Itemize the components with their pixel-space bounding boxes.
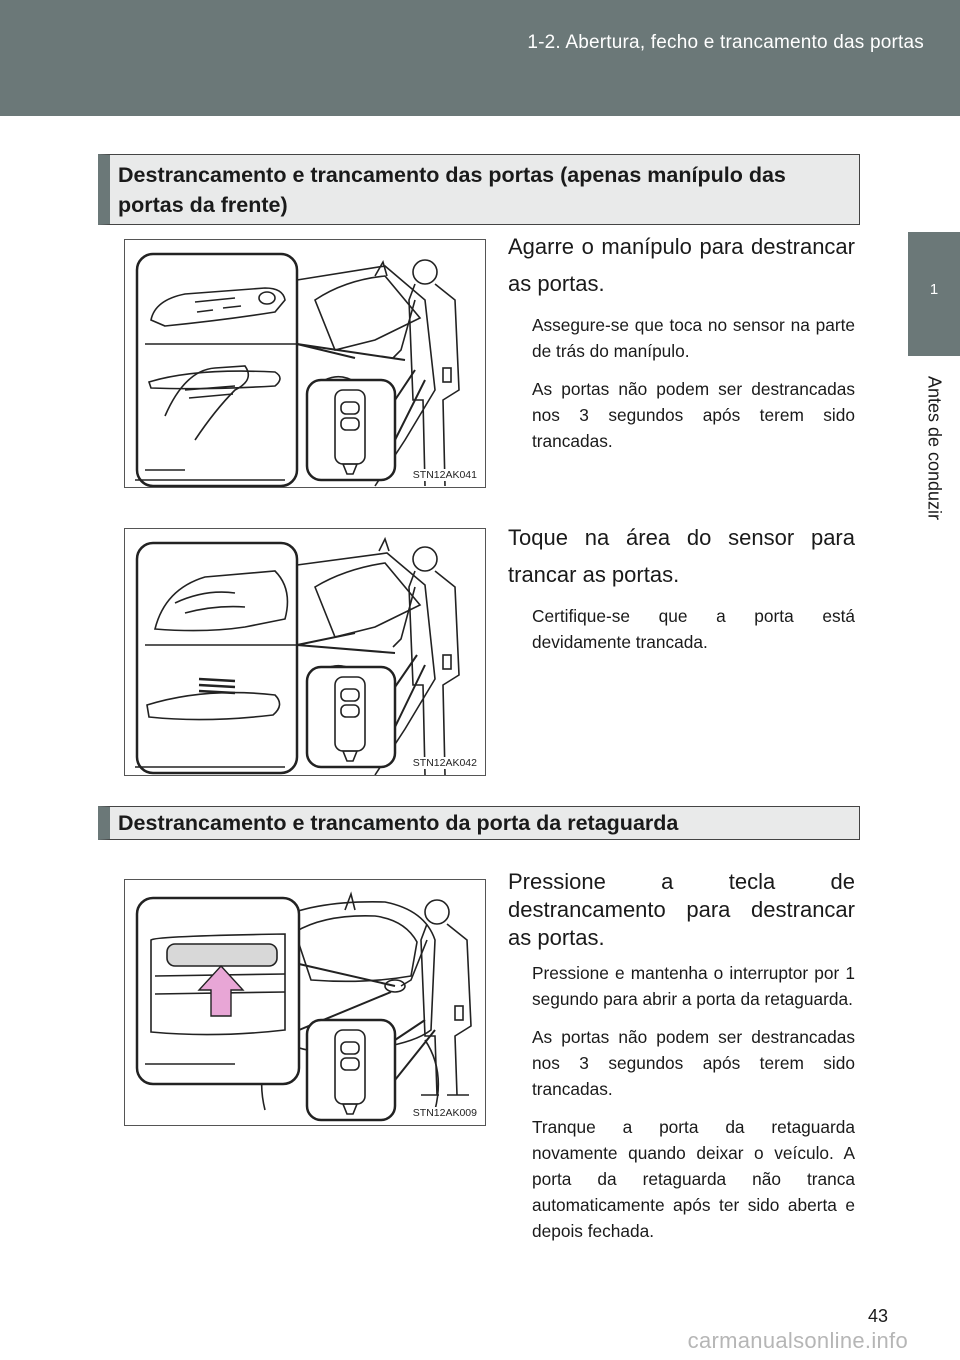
section-heading-back-door: Destrancamento e trancamento da porta da retaguarda [98,806,860,840]
step-back-door-note-2: As portas não podem ser destrancadas nos 3 segundos após terem sido trancadas. [532,1027,855,1099]
step-unlock-instruction: Agarre o manípulo para destrancar as portas. [508,234,855,296]
chapter-tab[interactable] [908,232,960,355]
chapter-side-label [908,355,960,540]
watermark: carmanualsonline.info [687,1328,908,1353]
figure-code: STN12AK009 [412,1107,477,1119]
figure-code: STN12AK041 [412,469,477,481]
figure-back-door-switch [124,879,486,1126]
step-back-door-note-3: Tranque a porta da retaguarda novamente quando deixar o veículo. A porta da retaguarda não tranca automaticamente após ter sido aberta e depois fechada. [532,1117,855,1241]
step-lock-instruction: Toque na área do sensor para trancar as portas. [508,525,855,587]
illustration-lock [125,529,485,775]
step-back-door-text [508,868,855,1256]
header-band [0,0,960,116]
step-unlock-note-1: Assegure-se que toca no sensor na parte de trás do manípulo. [532,315,855,361]
chapter-title: 1-2. Abertura, fecho e trancamento das portas [527,32,924,53]
illustration-unlock [125,240,485,487]
chapter-side-text: Antes de conduzir [924,375,945,520]
step-unlock-text [508,228,855,466]
step-back-door-instruction: Pressione a tecla de destrancamento para destrancar as portas. [508,869,855,950]
figure-code: STN12AK042 [412,757,477,769]
step-back-door-note-1: Pressione e mantenha o interruptor por 1 segundo para abrir a porta da retaguarda. [532,963,855,1009]
illustration-back-door [125,880,485,1125]
section-heading-front-doors: Destrancamento e trancamento das portas (apenas manípulo das portas da frente) [98,154,860,225]
step-lock-note-1: Certifique-se que a porta está devidamente trancada. [532,606,855,652]
figure-lock-sensor [124,528,486,776]
figure-unlock-handle [124,239,486,488]
step-lock-text [508,519,855,667]
chapter-number: 1 [929,281,939,298]
step-unlock-note-2: As portas não podem ser destrancadas nos 3 segundos após terem sido trancadas. [532,379,855,451]
page-number: 43 [867,1306,888,1326]
